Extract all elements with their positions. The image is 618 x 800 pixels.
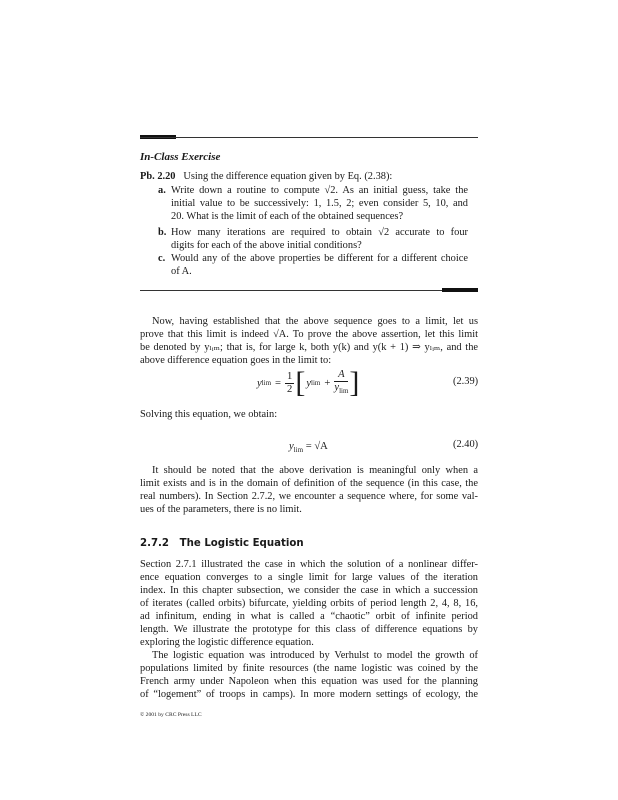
- eq240-number: (2.40): [453, 439, 479, 450]
- eq239-y: y: [306, 377, 312, 389]
- eq239-half: $\frac{1}{2}$: [287, 370, 293, 395]
- eq239-equals: =: [275, 377, 282, 389]
- eq239-right-bracket: ]: [349, 366, 360, 399]
- eq239-left-bracket: [: [295, 366, 306, 399]
- section-heading: [140, 538, 304, 549]
- para2-line-3: real numbers). In Section 2.7.2, we encounter a sequence where, for some val-: [140, 491, 478, 502]
- copyright-footer: © 2001 by CRC Press LLC: [140, 712, 202, 718]
- item-c-line-1: Would any of the above properties be different for a different choice: [171, 253, 468, 264]
- item-c-line-2: of A.: [171, 266, 192, 277]
- exercise-title: In-Class Exercise: [140, 151, 221, 163]
- item-a-line-2: initial value to be successively: 1, 1.5, 2; even consider 5, 10, and: [171, 198, 468, 209]
- para1-line-1: Now, having established that the above sequence goes to a limit, let us: [152, 316, 478, 327]
- section-title: The Logistic Equation: [179, 538, 304, 549]
- eq239-plus: +: [324, 377, 331, 389]
- eq239-a-over-y: $\frac{A}{y_{lim}}$: [334, 368, 349, 396]
- item-a-line-3: 20. What is the limit of each of the obtained sequences?: [171, 211, 404, 222]
- item-b-line-1: How many iterations are required to obtain √2 accurate to four: [171, 227, 468, 238]
- top-thin-rule: [140, 137, 478, 138]
- problem-line: [140, 169, 392, 184]
- para1-line-4: above difference equation goes in the limit to:: [140, 355, 332, 366]
- para4-line-1: The logistic equation was introduced by Verhulst to model the growth of: [152, 650, 478, 661]
- para3-line-3: index. In this chapter subsection, we consider the case in which a succession: [140, 585, 478, 596]
- eq239-number: (2.39): [453, 376, 479, 387]
- para3-line-4: of iterates (called orbits) bifurcate, yielding orbits of period length 2, 4, 8, 16,: [140, 598, 478, 609]
- eq239-y-sub: lim: [311, 378, 321, 387]
- item-a-label: a.: [158, 185, 166, 196]
- para3-line-5: ad infinitum, ending in what is called a “chaotic” orbit of infinite period: [140, 611, 478, 622]
- para4-line-3: French army under Napoleon when this equation was used for the planning: [140, 676, 478, 687]
- bottom-thin-rule: [140, 290, 478, 291]
- para3-line-1: Section 2.7.1 illustrated the case in which the solution of a nonlinear differ-: [140, 559, 478, 570]
- item-a-line-1: Write down a routine to compute √2. As an initial guess, take the: [171, 185, 468, 196]
- section-number: 2.7.2: [140, 538, 170, 549]
- equation-2-40: $y_{lim} = √A$: [289, 441, 328, 455]
- para3-line-6: length. We illustrate the prototype for this class of difference equations by: [140, 624, 478, 635]
- para4-line-2: populations limited by finite resources (the name logistic was coined by the: [140, 663, 478, 674]
- para2-line-1: It should be noted that the above derivation is meaningful only when a: [152, 465, 478, 476]
- item-b-label: b.: [158, 227, 167, 238]
- para2-line-4: ues of the parameters, there is no limit.: [140, 504, 302, 515]
- equation-2-39: [257, 366, 359, 400]
- item-b-line-2: digits for each of the above initial conditions?: [171, 240, 362, 251]
- para3-line-2: ence equation converges to a single limit for large values of the iteration: [140, 572, 478, 583]
- para4-line-4: of “logement” of troops in camps). In more modern settings of ecology, the: [140, 689, 478, 700]
- para2-line-2: limit exists and is in the domain of definition of the sequence (in this case, the: [140, 478, 478, 489]
- solving-line: Solving this equation, we obtain:: [140, 409, 278, 420]
- bottom-thick-rule: [442, 288, 478, 292]
- problem-text: Using the difference equation given by Eq. (2.38):: [183, 171, 393, 182]
- eq239-lhs-sub: lim: [261, 378, 272, 387]
- problem-label: Pb. 2.20: [140, 171, 176, 182]
- item-c-label: c.: [158, 253, 166, 264]
- para3-line-7: exploring the logistic difference equation.: [140, 637, 314, 648]
- para1-line-3: be denoted by yₗᵢₘ; that is, for large k, both y(k) and y(k + 1) ⇒ yₗᵢₘ, and the: [140, 342, 478, 353]
- para1-line-2: prove that this limit is indeed √A. To prove the above assertion, let this limit: [140, 329, 478, 340]
- eq240-rhs: = √A: [305, 441, 328, 452]
- eq239-lhs: y: [257, 377, 262, 389]
